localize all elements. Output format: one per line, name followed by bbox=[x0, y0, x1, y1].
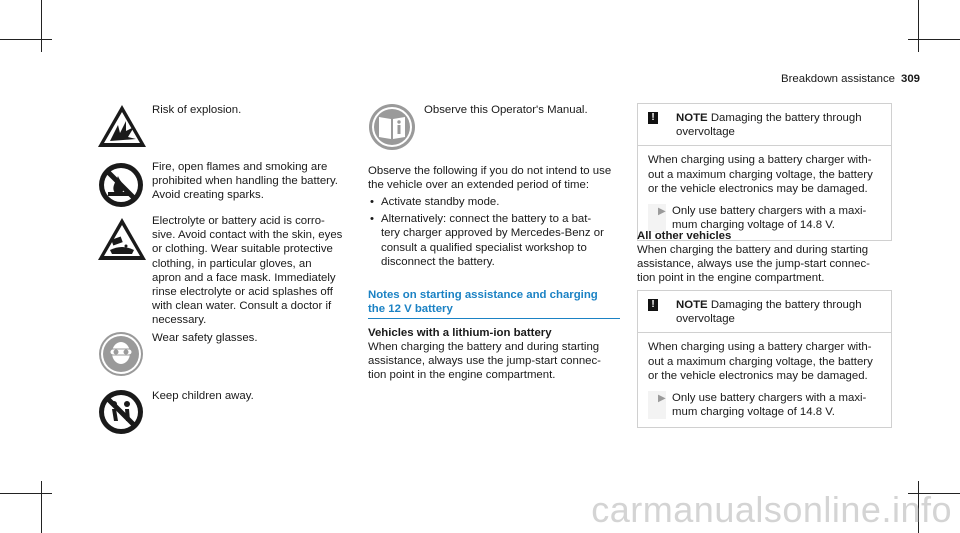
item-explosion-text: Risk of explosion. bbox=[152, 104, 242, 116]
text-line: tery charger approved by Mercedes-Benz or bbox=[381, 227, 604, 240]
text-line: necessary. bbox=[152, 314, 207, 327]
item-acid-text bbox=[152, 214, 342, 328]
text-line: When charging using a battery charger with- bbox=[648, 341, 872, 354]
note-header bbox=[638, 291, 891, 333]
crop-mark bbox=[918, 0, 919, 52]
text-line: rinse electrolyte or acid splashes off bbox=[152, 286, 333, 299]
arrow-right-icon: ▶ bbox=[658, 393, 666, 405]
text-line: sive. Avoid contact with the skin, eyes bbox=[152, 229, 343, 242]
text-line: disconnect the battery. bbox=[381, 255, 495, 268]
text-line: out a maximum charging voltage, the battery bbox=[648, 168, 873, 181]
text-line: When charging using a battery charger with- bbox=[648, 154, 872, 167]
subheading-lithium: Vehicles with a lithium-ion battery bbox=[368, 327, 552, 339]
text-line: mum charging voltage of 14.8 V. bbox=[672, 219, 835, 232]
subheading-other: All other vehicles bbox=[637, 230, 732, 242]
text-line: When charging the battery and during starting bbox=[368, 341, 600, 353]
text-line: Observe the following if you do not intend to use bbox=[368, 165, 612, 177]
text-line: Electrolyte or battery acid is corro- bbox=[152, 215, 325, 227]
note-title-line: overvoltage bbox=[676, 313, 735, 326]
text-line: assistance, always use the jump-start connec- bbox=[368, 355, 601, 368]
text-line: clothing, in particular gloves, an bbox=[152, 257, 312, 270]
section-divider bbox=[368, 318, 620, 319]
note-title-line: NOTE Damaging the battery through bbox=[676, 299, 862, 311]
text-line: Only use battery chargers with a maxi- bbox=[672, 392, 867, 405]
text-line: apron and a face mask. Immediately bbox=[152, 271, 336, 284]
operators-manual-icon bbox=[368, 103, 416, 151]
crop-mark bbox=[41, 0, 42, 52]
note-title-line: NOTE Damaging the battery through bbox=[676, 112, 862, 124]
keep-children-away-icon bbox=[98, 389, 144, 435]
crop-mark bbox=[908, 39, 960, 40]
note-action bbox=[648, 391, 881, 419]
text-line: tion point in the engine compartment. bbox=[368, 369, 556, 382]
corrosive-acid-warning-icon bbox=[96, 216, 148, 262]
note-body bbox=[638, 333, 891, 427]
text-line: or clothing. Wear suitable protective bbox=[152, 243, 333, 256]
text-line: When charging the battery and during starting bbox=[637, 244, 869, 256]
text-line: Only use battery chargers with a maxi- bbox=[672, 205, 867, 218]
crop-mark bbox=[0, 39, 52, 40]
note-box bbox=[637, 290, 892, 428]
text-line: Fire, open flames and smoking are bbox=[152, 161, 328, 173]
heading-line: Notes on starting assistance and charging bbox=[368, 289, 598, 301]
text-line: or the vehicle electronics may be damaged. bbox=[648, 182, 868, 195]
text-line: or the vehicle electronics may be damaged. bbox=[648, 369, 868, 382]
manual-note: Observe this Operator's Manual. bbox=[424, 104, 588, 116]
no-flames-smoking-icon bbox=[98, 162, 144, 208]
text-line: Avoid creating sparks. bbox=[152, 189, 264, 202]
note-title-line: overvoltage bbox=[676, 126, 735, 139]
item-flames-text bbox=[152, 160, 338, 203]
exclamation-icon: ! bbox=[648, 299, 658, 311]
crop-mark bbox=[41, 481, 42, 533]
note-box bbox=[637, 103, 892, 241]
crop-mark bbox=[0, 493, 52, 494]
intro-paragraph bbox=[368, 164, 611, 192]
text-line: tion point in the engine compartment. bbox=[637, 272, 825, 285]
page-header bbox=[781, 73, 920, 85]
watermark: carmanualsonline.info bbox=[591, 489, 952, 530]
text-line: prohibited when handling the battery. bbox=[152, 175, 338, 188]
note-label: NOTE bbox=[676, 299, 708, 311]
other-paragraph bbox=[637, 243, 870, 286]
arrow-right-icon: ▶ bbox=[658, 206, 666, 218]
lithium-paragraph bbox=[368, 340, 601, 383]
text-line: with clean water. Consult a doctor if bbox=[152, 300, 332, 313]
note-body bbox=[638, 146, 891, 240]
text-line: consult a qualified specialist workshop to bbox=[381, 241, 587, 254]
note-header bbox=[638, 104, 891, 146]
text-line: out a maximum charging voltage, the battery bbox=[648, 355, 873, 368]
exclamation-icon: ! bbox=[648, 112, 658, 124]
section-heading bbox=[368, 288, 598, 316]
safety-glasses-icon bbox=[98, 331, 144, 377]
explosion-warning-icon bbox=[96, 103, 148, 149]
heading-line: the 12 V battery bbox=[368, 303, 453, 316]
item-glasses-text: Wear safety glasses. bbox=[152, 332, 258, 344]
text-line: • Alternatively: connect the battery to a bat- bbox=[381, 213, 592, 226]
list-item bbox=[368, 212, 618, 269]
text-line: assistance, always use the jump-start connec- bbox=[637, 258, 870, 271]
page-number: 309 bbox=[900, 73, 920, 85]
text-line: • Activate standby mode. bbox=[381, 196, 500, 208]
item-children-text: Keep children away. bbox=[152, 390, 254, 402]
text-line: mum charging voltage of 14.8 V. bbox=[672, 406, 835, 419]
list-item bbox=[368, 195, 618, 209]
text-line: the vehicle over an extended period of time: bbox=[368, 179, 589, 192]
note-label: NOTE bbox=[676, 112, 708, 124]
instruction-list bbox=[368, 195, 618, 269]
section-title: Breakdown assistance bbox=[781, 73, 895, 85]
